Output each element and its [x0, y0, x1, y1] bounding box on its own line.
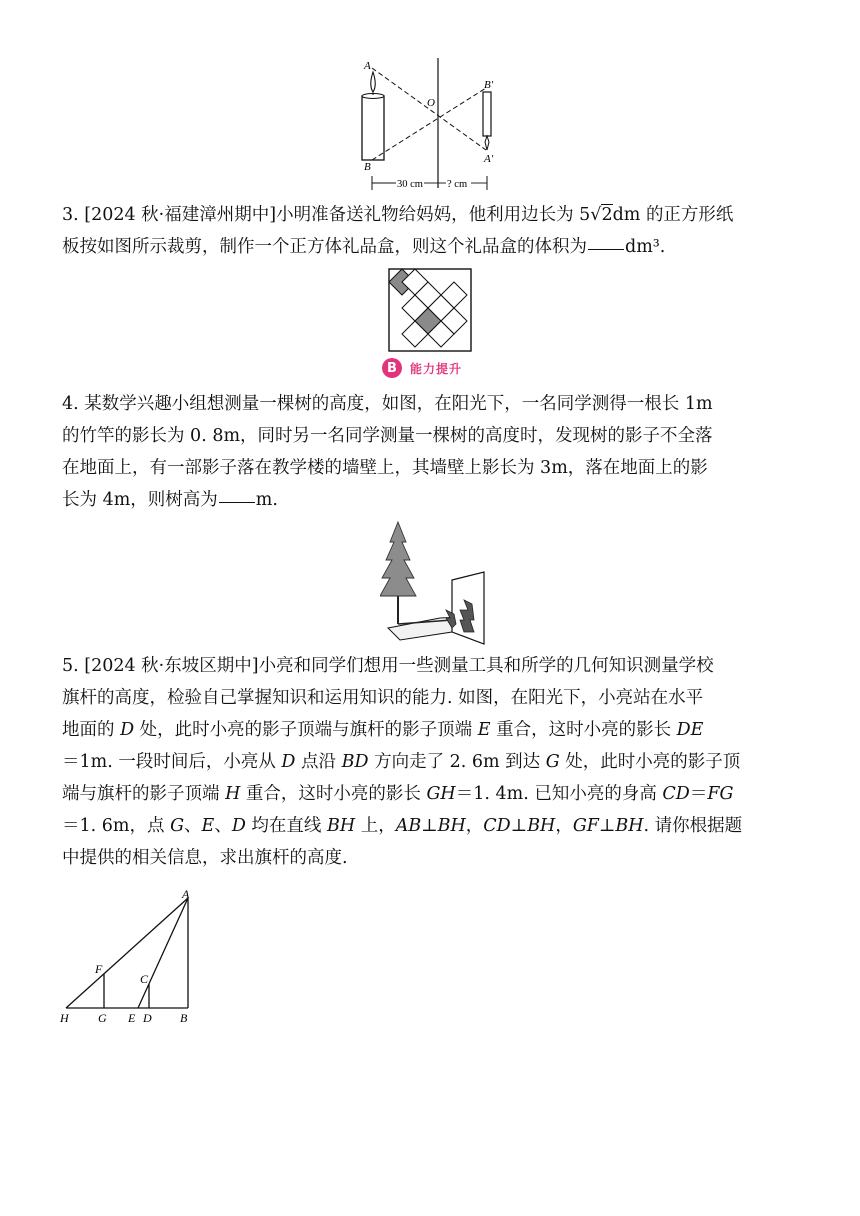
q5-line-1: 5. [2024 秋·东坡区期中]小亮和同学们想用一些测量工具和所学的几何知识测量学校 [62, 656, 714, 676]
label-A: A [182, 888, 190, 901]
q3-line1-pre: 3. [2024 秋·福建漳州期中]小明准备送礼物给妈妈，他利用边长为 5 [62, 205, 591, 225]
q5-line-4: ＝1m. 一段时间后，小亮从 D 点沿 BD 方向走了 2. 6m 到达 G 处，此时小亮的影子顶 [62, 752, 741, 772]
section-badge [382, 357, 462, 379]
q5-line-6: ＝1. 6m，点 G、E、D 均在直线 BH 上，AB⊥BH，CD⊥BH，GF⊥BH. 请你根据题 [62, 816, 743, 836]
label-E: E [128, 1011, 136, 1025]
dim-30cm: 30 cm [397, 179, 423, 190]
tree-icon [380, 522, 416, 596]
q5-line-2: 旗杆的高度，检验自己掌握知识和运用知识的能力. 如图，在阳光下，小亮站在水平 [62, 688, 704, 708]
label-B: B [364, 161, 371, 173]
label-B-prime: B′ [484, 79, 494, 91]
line-HA [66, 898, 188, 1008]
sqrt-symbol: √ [590, 205, 602, 225]
label-B: B [180, 1011, 188, 1025]
flagpole-geometry-figure [56, 888, 206, 1028]
square-paper-net-figure [388, 268, 472, 352]
q5-line-5: 端与旗杆的影子顶端 H 重合，这时小亮的影长 GH＝1. 4m. 已知小亮的身高 CD＝FG [62, 784, 734, 804]
label-H: H [60, 1011, 69, 1025]
question-3 [62, 199, 802, 263]
answer-blank-q3[interactable] [588, 248, 624, 250]
label-F: F [95, 962, 103, 976]
label-D: D [143, 1011, 152, 1025]
dim-unknown: ? cm [447, 179, 468, 190]
candle-pinhole-figure [350, 58, 510, 198]
q4-last-post: m. [255, 490, 278, 510]
q4-line-3: 在地面上，有一部影子落在教学楼的墙壁上，其墙壁上影长为 3m，落在地面上的影 [62, 458, 708, 478]
sqrt-arg: 2 [601, 205, 613, 225]
q4-line-1: 4. 某数学兴趣小组想测量一棵树的高度，如图，在阳光下，一名同学测得一根长 1m [62, 394, 713, 414]
q5-line-7: 中提供的相关信息，求出旗杆的高度. [62, 848, 348, 868]
label-C: C [140, 972, 149, 986]
answer-blank-q4[interactable] [219, 501, 255, 503]
q3-line2-pre: 板按如图所示裁剪，制作一个正方体礼品盒，则这个礼品盒的体积为 [62, 237, 587, 257]
section-letter: B [382, 358, 402, 378]
q5-line-3: 地面的 D 处，此时小亮的影子顶端与旗杆的影子顶端 E 重合，这时小亮的影长 DE [62, 720, 704, 740]
label-O: O [427, 97, 435, 109]
q3-line1-post: dm 的正方形纸 [612, 205, 734, 225]
line-EA [138, 898, 188, 1008]
section-label: 能力提升 [410, 361, 463, 376]
question-4 [62, 388, 802, 516]
tree-wall-shadow-figure [380, 520, 490, 648]
q3-line2-post: dm³. [625, 237, 666, 257]
label-G: G [98, 1011, 107, 1025]
question-5 [62, 650, 802, 874]
q4-last-pre: 长为 4m，则树高为 [62, 490, 218, 510]
label-A: A [364, 60, 371, 72]
q4-line-2: 的竹竿的影长为 0. 8m，同时另一名同学测量一棵树的高度时，发现树的影子不全落 [62, 426, 713, 446]
label-A-prime: A′ [484, 153, 494, 165]
